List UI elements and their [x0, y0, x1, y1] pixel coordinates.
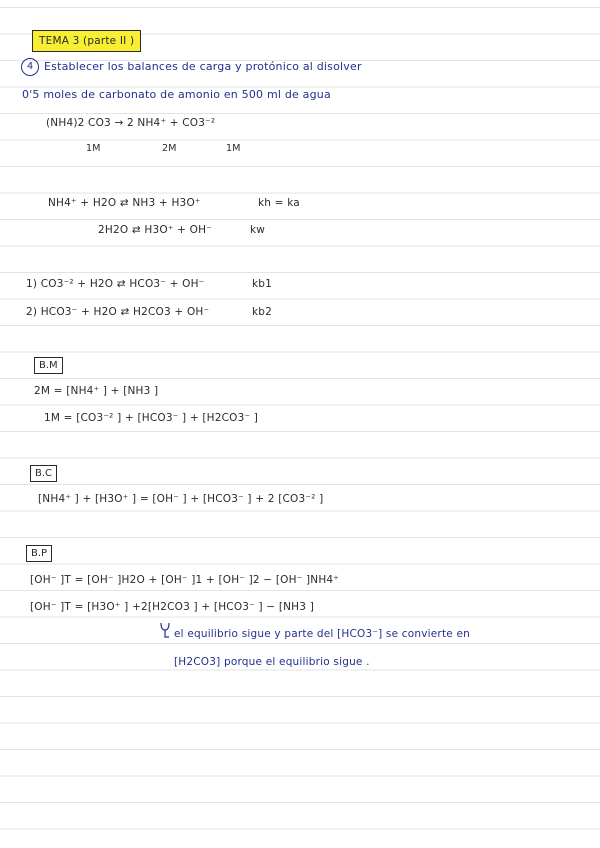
dissociation-reaction: (NH4)2 CO3 → 2 NH4⁺ + CO3⁻² [46, 117, 216, 129]
proton-balance-label: B.P [26, 545, 52, 562]
proton-balance-note-line-2: [H2CO3] porque el equilibrio sigue . [174, 656, 370, 668]
dissociation-conc-2: 2M [162, 143, 177, 154]
dissociation-conc-1: 1M [86, 143, 101, 154]
mass-balance-line-1: 2M = [NH4⁺ ] + [NH3 ] [34, 385, 159, 397]
proton-balance-note-line-1: el equilibrio sigue y parte del [HCO3⁻] se convierte en [174, 628, 470, 640]
equilibrium-3: 1) CO3⁻² + H2O ⇄ HCO3⁻ + OH⁻ [26, 278, 205, 290]
charge-balance-label: B.C [30, 465, 57, 482]
equilibrium-1-constant: kh = ka [258, 197, 300, 209]
proton-balance-line-1: [OH⁻ ]T = [OH⁻ ]H2O + [OH⁻ ]1 + [OH⁻ ]2 − [OH⁻ ]NH4⁺ [30, 574, 340, 586]
equilibrium-4: 2) HCO3⁻ + H2O ⇄ H2CO3 + OH⁻ [26, 306, 210, 318]
equilibrium-1: NH4⁺ + H2O ⇄ NH3 + H3O⁺ [48, 197, 201, 209]
mass-balance-line-2: 1M = [CO3⁻² ] + [HCO3⁻ ] + [H2CO3⁻ ] [44, 412, 259, 424]
question-text-line-2: 0'5 moles de carbonato de amonio en 500 ml de agua [22, 88, 331, 101]
question-text-line-1: Establecer los balances de carga y protónico al disolver [44, 60, 362, 73]
page-title: TEMA 3 (parte II ) [32, 30, 141, 52]
question-number: 4 [21, 58, 39, 76]
equilibrium-4-constant: kb2 [252, 306, 273, 318]
charge-balance-line: [NH4⁺ ] + [H3O⁺ ] = [OH⁻ ] + [HCO3⁻ ] + 2 [CO3⁻² ] [38, 493, 324, 505]
brace-mark [160, 622, 170, 638]
equilibrium-2-constant: kw [250, 224, 266, 236]
mass-balance-label: B.M [34, 357, 63, 374]
dissociation-conc-3: 1M [226, 143, 241, 154]
equilibrium-3-constant: kb1 [252, 278, 273, 290]
equilibrium-2: 2H2O ⇄ H3O⁺ + OH⁻ [98, 224, 212, 236]
proton-balance-line-2: [OH⁻ ]T = [H3O⁺ ] +2[H2CO3 ] + [HCO3⁻ ] − [NH3 ] [30, 601, 314, 613]
